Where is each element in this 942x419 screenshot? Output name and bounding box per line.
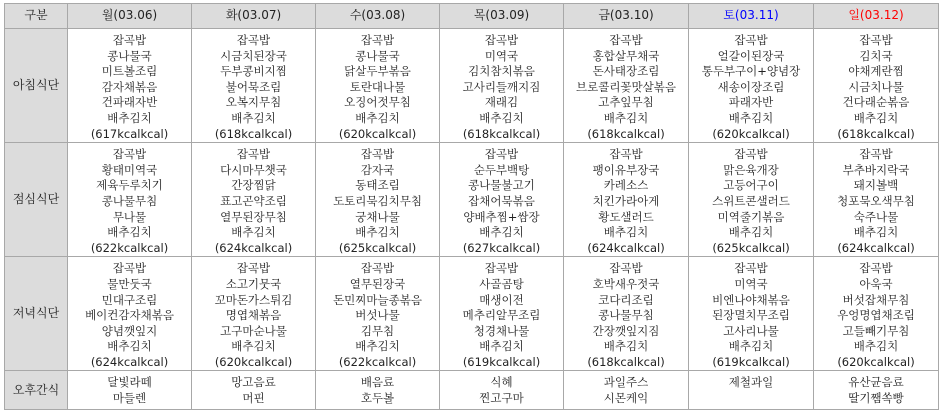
menu-item: (618kcalkcal) (587, 354, 665, 369)
menu-item: 배추김치 (853, 110, 899, 125)
menu-item: 배추김치 (603, 339, 649, 354)
menu-item: 버섯잡채무침 (842, 292, 910, 307)
day-header-mon: 월(03.06) (68, 4, 192, 29)
menu-item: 잡곡밥 (734, 33, 768, 47)
menu-item: 통두부구이+양념장 (701, 64, 801, 79)
menu-item: 간장깻잎지짐 (592, 323, 660, 338)
menu-item: 맑은육개장 (723, 162, 779, 177)
menu-cell-sat (689, 257, 814, 371)
menu-item: 궁채나물 (355, 209, 400, 224)
menu-item: 돈사태장조림 (592, 64, 660, 79)
menu-item: 홍합살무채국 (592, 48, 660, 63)
menu-item: 미역국 (734, 276, 768, 291)
menu-item: 잡곡밥 (112, 33, 147, 47)
menu-item: 오징어젓무침 (344, 95, 411, 110)
menu-cell-tue (192, 143, 316, 257)
menu-item: (625kcalkcal) (338, 240, 417, 255)
menu-item: 베이컨감자채볶음 (85, 308, 174, 323)
menu-cell-mon (68, 257, 192, 371)
menu-item: (619kcalkcal) (712, 354, 790, 369)
day-header-sun: 일(03.12) (814, 4, 939, 29)
menu-item: 불어묵조림 (225, 79, 282, 94)
menu-item: 김치국 (859, 48, 893, 63)
day-header-fri: 금(03.10) (564, 4, 689, 29)
menu-item: (618kcalkcal) (462, 126, 541, 141)
menu-item: 카레소스 (603, 178, 649, 193)
menu-cell-tue (192, 371, 316, 410)
menu-item: (620kcalkcal) (837, 354, 915, 369)
day-header-sat: 토(03.11) (689, 4, 814, 29)
menu-item: 감자국 (360, 162, 395, 177)
meal-row (5, 371, 939, 410)
menu-item: 잡곡밥 (236, 33, 271, 47)
menu-item: 매생이전 (479, 292, 524, 307)
menu-item: 배추김치 (728, 339, 774, 354)
menu-item: 명엽채볶음 (225, 308, 282, 323)
menu-cell-fri (564, 143, 689, 257)
menu-item: 잡곡밥 (609, 147, 643, 162)
menu-item: 동태조림 (355, 178, 400, 193)
menu-item: 소고기뭇국 (225, 276, 282, 291)
menu-item: (619kcalkcal) (462, 354, 541, 369)
menu-cell-fri (564, 29, 689, 143)
menu-item: 배추김치 (853, 225, 899, 240)
menu-cell-mon (68, 29, 192, 143)
menu-item: 잡곡밥 (484, 33, 519, 47)
menu-item: 치킨가라아게 (592, 193, 660, 208)
menu-item: 잡곡밥 (360, 33, 395, 47)
menu-item: (622kcalkcal) (338, 354, 417, 369)
menu-item: 제철과일 (728, 375, 774, 390)
menu-cell-thu (440, 371, 564, 410)
menu-item: 다시마무챗국 (220, 162, 287, 177)
menu-item: 배추김치 (603, 225, 649, 240)
menu-item: 과일주스 (603, 375, 649, 390)
menu-item: 재래김 (484, 95, 519, 110)
menu-cell-thu (440, 143, 564, 257)
menu-item: (620kcalkcal) (214, 354, 293, 369)
menu-item: 고구마순나물 (220, 323, 287, 338)
menu-item: 황태미역국 (101, 162, 158, 177)
weekly-menu-table (4, 3, 939, 410)
menu-item: 식혜 (490, 375, 513, 390)
menu-item: 청포묵오색무침 (837, 193, 915, 208)
menu-cell-sat (689, 143, 814, 257)
menu-item: 파래자반 (728, 95, 774, 110)
menu-cell-thu (440, 257, 564, 371)
menu-item: 잡곡밥 (859, 147, 893, 162)
menu-item: 고등어구이 (723, 178, 779, 193)
menu-item: 김무침 (360, 323, 395, 338)
menu-cell-sun (814, 29, 939, 143)
menu-cell-thu (440, 29, 564, 143)
menu-item: 건다래순볶음 (842, 95, 910, 110)
menu-item: 마들렌 (112, 391, 147, 406)
menu-item: 양배추찜+쌈장 (463, 209, 540, 224)
menu-cell-sun (814, 257, 939, 371)
menu-item: 사골곰탕 (479, 276, 524, 291)
menu-item: 배추김치 (479, 110, 524, 125)
meal-label: 저녁식단 (5, 257, 68, 371)
menu-item: 감자채볶음 (101, 79, 158, 94)
menu-item: 배추김치 (479, 225, 524, 240)
menu-item: 잡곡밥 (859, 261, 893, 276)
menu-cell-fri (564, 371, 689, 410)
menu-item: 두부콩비지찜 (220, 64, 287, 79)
menu-item: 잡곡밥 (484, 147, 519, 162)
menu-cell-wed (316, 371, 440, 410)
menu-item: 잡곡밥 (360, 261, 395, 276)
meal-row (5, 143, 939, 257)
menu-item: 고사리들깨지짐 (462, 79, 541, 94)
menu-item: 고들빼기무침 (842, 323, 910, 338)
menu-item: (617kcalkcal) (90, 126, 169, 141)
menu-item: (624kcalkcal) (587, 240, 665, 255)
menu-item: 배추김치 (728, 110, 774, 125)
menu-item: 배추김치 (355, 110, 400, 125)
menu-item: 돈민찌마늘종볶음 (333, 292, 422, 307)
menu-item: (624kcalkcal) (90, 354, 169, 369)
menu-item: (620kcalkcal) (338, 126, 417, 141)
menu-item: 배추김치 (107, 225, 152, 240)
menu-item: 야채계란찜 (848, 64, 904, 79)
menu-cell-wed (316, 29, 440, 143)
menu-item: 건파래자반 (101, 95, 158, 110)
menu-item: 미역국 (484, 48, 519, 63)
menu-item: 배추김치 (231, 110, 276, 125)
menu-item: 황도샐러드 (598, 209, 654, 224)
header-row (5, 4, 939, 29)
menu-item: 잡채어묵볶음 (468, 193, 535, 208)
menu-item: 잡곡밥 (484, 261, 519, 276)
menu-item: 배추김치 (107, 339, 152, 354)
menu-item: 물만둣국 (107, 276, 152, 291)
menu-item: 잡곡밥 (609, 33, 643, 47)
menu-item: 콩나물국 (107, 48, 152, 63)
menu-item: 고추잎무침 (598, 95, 654, 110)
menu-item: 시금치된장국 (220, 48, 287, 63)
menu-item: 콩나물국 (355, 48, 400, 63)
menu-item: 민대구조림 (101, 292, 158, 307)
menu-item: (620kcalkcal) (712, 126, 790, 141)
menu-cell-sat (689, 29, 814, 143)
menu-item: 토란대나물 (349, 79, 406, 94)
menu-item: 무나물 (112, 209, 147, 224)
menu-item: 잡곡밥 (112, 261, 147, 276)
menu-item: 콩나물불고기 (468, 178, 535, 193)
menu-item: 시몬케익 (603, 391, 649, 406)
menu-item: 양념깻잎지 (101, 323, 158, 338)
menu-item: 열무된장국 (349, 276, 406, 291)
menu-item: (622kcalkcal) (90, 240, 169, 255)
menu-item: 호두볼 (360, 391, 395, 406)
menu-item: 숙주나물 (853, 209, 899, 224)
menu-cell-fri (564, 257, 689, 371)
menu-item: (618kcalkcal) (837, 126, 915, 141)
menu-cell-wed (316, 257, 440, 371)
menu-item: (627kcalkcal) (462, 240, 541, 255)
menu-item: 달빛라떼 (107, 375, 152, 390)
menu-item: 잡곡밥 (360, 147, 395, 162)
menu-cell-mon (68, 371, 192, 410)
menu-item: 팽이유부장국 (592, 162, 660, 177)
menu-item: 시금치나물 (848, 79, 904, 94)
menu-item: 도토리묵김치무침 (333, 193, 422, 208)
menu-item: 망고음료 (231, 375, 276, 390)
menu-item: 된장멸치무조림 (712, 308, 790, 323)
menu-item: 배음료 (360, 375, 395, 390)
meal-row (5, 29, 939, 143)
menu-item: 배추김치 (728, 225, 774, 240)
menu-item: 얼갈이된장국 (717, 48, 785, 63)
day-header-thu: 목(03.09) (440, 4, 564, 29)
menu-cell-sat (689, 371, 814, 410)
menu-item: (618kcalkcal) (214, 126, 293, 141)
menu-item: 잡곡밥 (609, 261, 643, 276)
menu-item: 콩나물무침 (101, 193, 158, 208)
menu-item: (618kcalkcal) (587, 126, 665, 141)
menu-item: 찐고구마 (479, 391, 524, 406)
meal-label: 아침식단 (5, 29, 68, 143)
menu-cell-mon (68, 143, 192, 257)
menu-item: 배추김치 (355, 339, 400, 354)
menu-item: 비엔나야채볶음 (712, 292, 790, 307)
day-header-wed: 수(03.08) (316, 4, 440, 29)
menu-cell-sun (814, 143, 939, 257)
menu-item: 배추김치 (355, 225, 400, 240)
menu-item: 청경채나물 (473, 323, 530, 338)
menu-item: 새송이장조림 (717, 79, 785, 94)
menu-item: 배추김치 (603, 110, 649, 125)
menu-item: 배추김치 (107, 110, 152, 125)
menu-item: 콩나물무침 (598, 308, 654, 323)
menu-cell-wed (316, 143, 440, 257)
menu-item: 스위트콘샐러드 (712, 193, 790, 208)
menu-cell-tue (192, 257, 316, 371)
corner-header: 구분 (5, 4, 68, 29)
menu-item: 열무된장무침 (220, 209, 287, 224)
menu-item: 아욱국 (859, 276, 893, 291)
menu-item: 메추리알무조림 (462, 308, 541, 323)
menu-item: 미역줄기볶음 (717, 209, 785, 224)
menu-item: 김치참치볶음 (468, 64, 535, 79)
menu-item: 배추김치 (853, 339, 899, 354)
menu-item: 딸기쨈쏙빵 (848, 391, 904, 406)
menu-item: 고사리나물 (723, 323, 779, 338)
menu-item: 배추김치 (479, 339, 524, 354)
day-header-tue: 화(03.07) (192, 4, 316, 29)
menu-item: 배추김치 (231, 339, 276, 354)
meal-label: 오후간식 (5, 371, 68, 410)
menu-item: 잡곡밥 (859, 33, 893, 47)
menu-body (5, 29, 939, 410)
menu-item: 잡곡밥 (236, 261, 271, 276)
menu-item: (624kcalkcal) (214, 240, 293, 255)
meal-row (5, 257, 939, 371)
menu-item: 간장찜닭 (231, 178, 276, 193)
menu-item: 잡곡밥 (734, 147, 768, 162)
menu-item: 순두부백탕 (473, 162, 530, 177)
menu-item: 머핀 (242, 391, 265, 406)
menu-item: 배추김치 (231, 225, 276, 240)
menu-item: 꼬마돈가스튀김 (214, 292, 293, 307)
menu-item: 유산균음료 (848, 375, 904, 390)
menu-item: 잡곡밥 (734, 261, 768, 276)
menu-item: 표고곤약조림 (220, 193, 287, 208)
menu-cell-tue (192, 29, 316, 143)
menu-item: 잡곡밥 (236, 147, 271, 162)
menu-item: 제육두루치기 (96, 178, 163, 193)
menu-item: 미트볼조림 (101, 64, 158, 79)
menu-item: 부추바지락국 (842, 162, 910, 177)
menu-item: 닭살두부볶음 (344, 64, 411, 79)
menu-item: 브로콜리꽃맛살볶음 (576, 79, 676, 94)
menu-item: (624kcalkcal) (837, 240, 915, 255)
menu-item: 호박새우젓국 (592, 276, 660, 291)
menu-item: 잡곡밥 (112, 147, 147, 162)
menu-item: 우엉명엽채조림 (837, 308, 915, 323)
meal-label: 점심식단 (5, 143, 68, 257)
menu-item: 돼지볼백 (853, 178, 899, 193)
menu-item: 오복지무침 (225, 95, 282, 110)
menu-item: 코다리조림 (598, 292, 654, 307)
menu-cell-sun (814, 371, 939, 410)
menu-item: 버섯나물 (355, 308, 400, 323)
menu-item: (625kcalkcal) (712, 240, 790, 255)
